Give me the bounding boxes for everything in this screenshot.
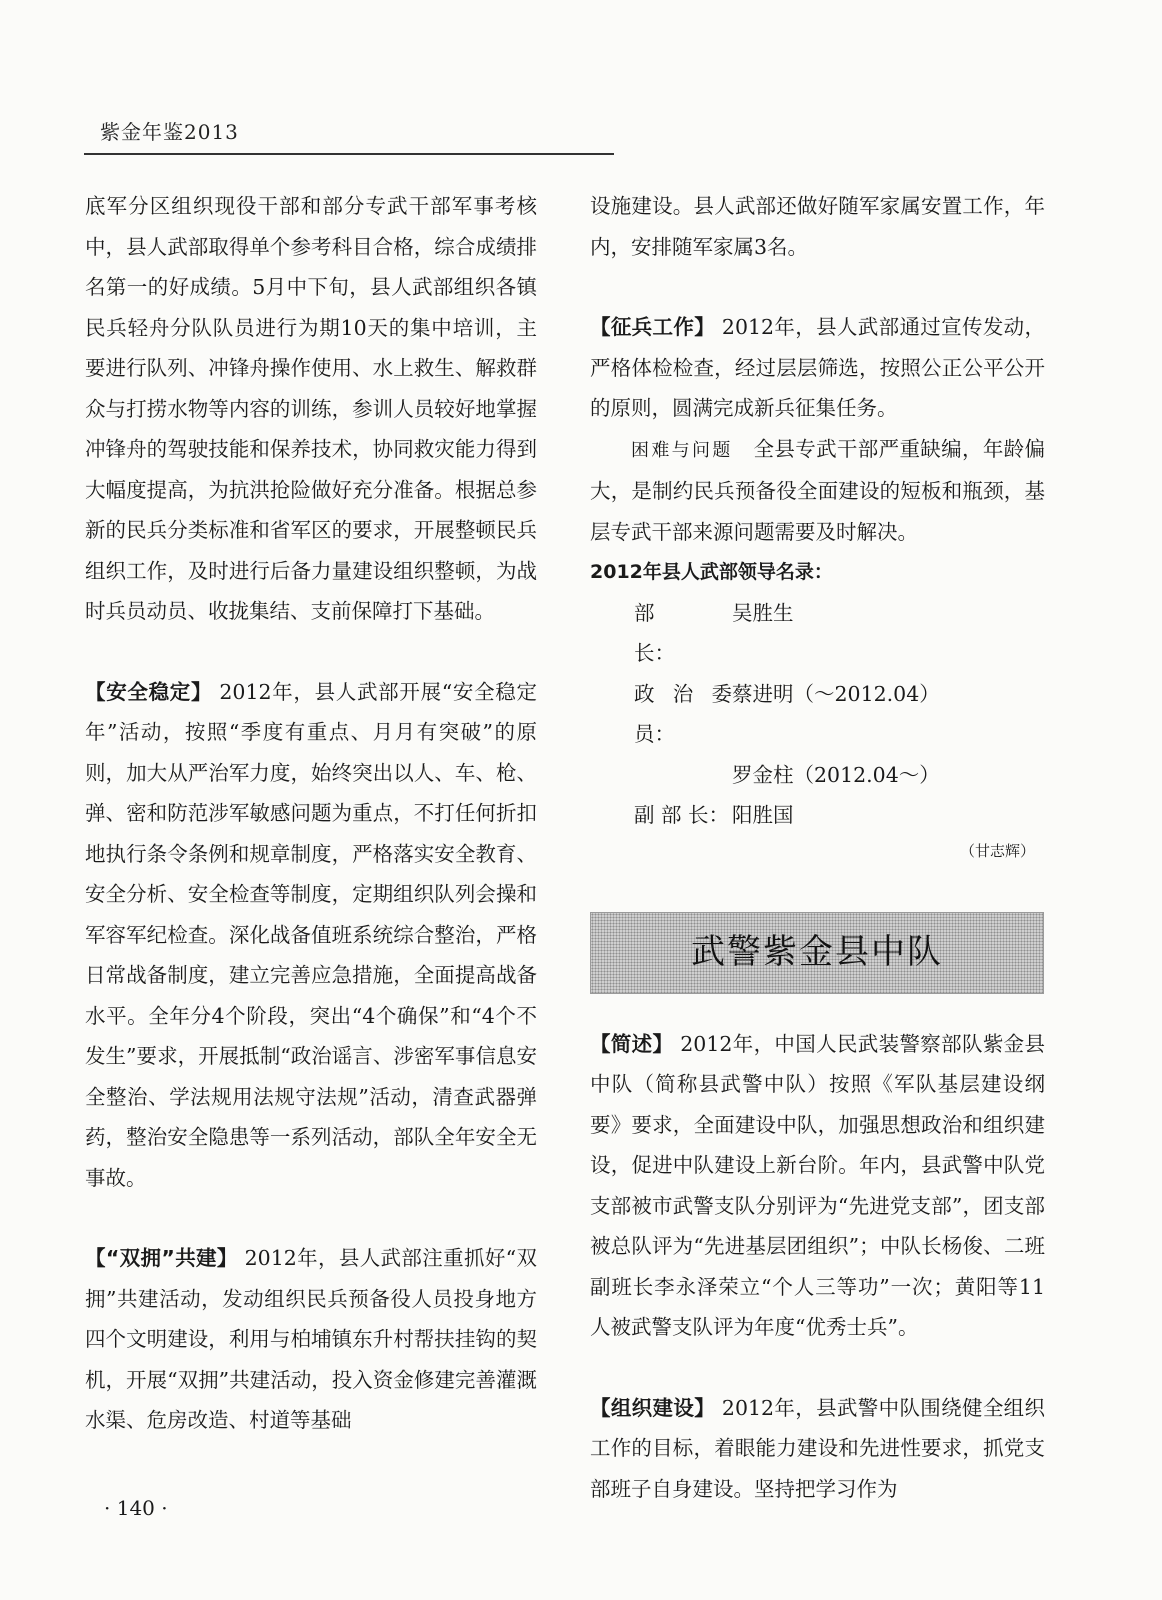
- shuangyong-tag: 【“双拥”共建】: [85, 1246, 238, 1270]
- safety-tag: 【安全稳定】: [85, 679, 213, 704]
- leader-role: 政治委员：: [634, 681, 732, 746]
- shuangyong-paragraph: [85, 1238, 537, 1441]
- problems-label: 困难与问题: [631, 439, 733, 461]
- leader-role: 部 长：: [634, 600, 696, 665]
- left-paragraph-training: 底军分区组织现役干部和部分专武干部军事考核中，县人武部取得单个参考科目合格，综合成绩排名第一的好成绩。5月中下旬，县人武部组织各镇民兵轻舟分队队员进行为期10天的集中培训，主要进行队列、冲锋舟操作使用、水上救生、解救群众与打捞水物等内容的训练，参训人员较好地掌握冲锋舟的驾驶技能和保养技术，协同救灾能力得到大幅度提高，为抗洪抢险做好充分准备。根据总参新的民兵分类标准和省军区的要求，开展整顿民兵组织工作，及时进行后备力量建设组织整顿，为战时兵员动员、收拢集结、支前保障打下基础。: [85, 194, 537, 623]
- leader-row: [590, 674, 1045, 755]
- section-banner: [590, 912, 1044, 994]
- safety-paragraph: [85, 672, 537, 1199]
- leaders-title: 2012年县人武部领导名录：: [590, 561, 833, 583]
- overview-paragraph: [590, 1024, 1045, 1348]
- page-number: · 140 ·: [104, 1496, 168, 1520]
- left-column: [85, 186, 537, 1441]
- running-head: 紫金年鉴2013: [100, 120, 239, 144]
- org-text: 2012年，县武警中队围绕健全组织工作的目标，着眼能力建设和先进性要求，抓党支部班子自身建设。坚持把学习作为: [590, 1395, 1046, 1501]
- header-rule: [84, 153, 614, 155]
- safety-text: 2012年，县人武部开展“安全稳定年”活动，按照“季度有重点、月月有突破”的原则，加大从严治军力度，始终突出以人、车、枪、弹、密和防范涉军敏感问题为重点，不打任何折扣地执行条令条例和规章制度，严格落实安全教育、安全分析、安全检查等制度，定期组织队列会操和军容军纪检查。深化战备值班系统综合整治，严格日常战备制度，建立完善应急措施，全面提高战备水平。全年分4个阶段，突出“4个确保”和“4个不发生”要求，开展抵制“政治谣言、涉密军事信息安全整治、学法规用法规守法规”活动，清查武器弹药，整治安全隐患等一系列活动，部队全年安全无事故。: [85, 679, 538, 1190]
- overview-text: 2012年，中国人民武装警察部队紫金县中队（简称县武警中队）按照《军队基层建设纲要》要求，全面建设中队，加强思想政治和组织建设，促进中队建设上新台阶。年内，县武警中队党支部被市武警支队分别评为“先进党支部”，团支部被总队评为“先进基层团组织”；中队长杨俊、二班副班长李永泽荣立“个人三等功”一次；黄阳等11人被武警支队评为年度“优秀士兵”。: [590, 1031, 1046, 1339]
- leader-row: [590, 795, 1045, 836]
- leader-name: 阳胜国: [732, 803, 794, 827]
- leader-role: 副 部 长：: [634, 803, 730, 827]
- right-column: [590, 186, 1045, 1509]
- org-paragraph: [590, 1388, 1045, 1510]
- shuangyong-text: 2012年，县人武部注重抓好“双拥”共建活动，发动组织民兵预备役人员投身地方四个文明建设，利用与柏埔镇东升村帮扶挂钩的契机，开展“双拥”共建活动，投入资金修建完善灌溉水渠、危房改造、村道等基础: [85, 1246, 537, 1432]
- leader-row: [590, 593, 1045, 674]
- problems-paragraph: [590, 429, 1045, 553]
- leader-row: [590, 755, 1045, 796]
- leader-name: 蔡进明（～2012.04）: [732, 681, 940, 706]
- leader-name: 罗金柱（2012.04～）: [732, 762, 940, 787]
- author-credit: （甘志辉）: [959, 841, 1035, 860]
- org-tag: 【组织建设】: [590, 1395, 716, 1420]
- leader-name: 吴胜生: [732, 600, 794, 625]
- overview-tag: 【简述】: [590, 1031, 674, 1056]
- section-title: 武警紫金县中队: [691, 932, 943, 973]
- problems-text: 全县专武干部严重缺编，年龄偏大，是制约民兵预备役全面建设的短板和瓶颈，基层专武干部来源问题需要及时解决。: [590, 436, 1046, 544]
- conscription-tag: 【征兵工作】: [590, 315, 716, 339]
- conscription-text: 2012年，县人武部通过宣传发动，严格体检检查，经过层层筛选，按照公正公平公开的原则，圆满完成新兵征集任务。: [590, 315, 1046, 420]
- right-paragraph-continued: 设施建设。县人武部还做好随军家属安置工作，年内，安排随军家属3名。: [590, 194, 1045, 259]
- conscription-paragraph: [590, 307, 1045, 429]
